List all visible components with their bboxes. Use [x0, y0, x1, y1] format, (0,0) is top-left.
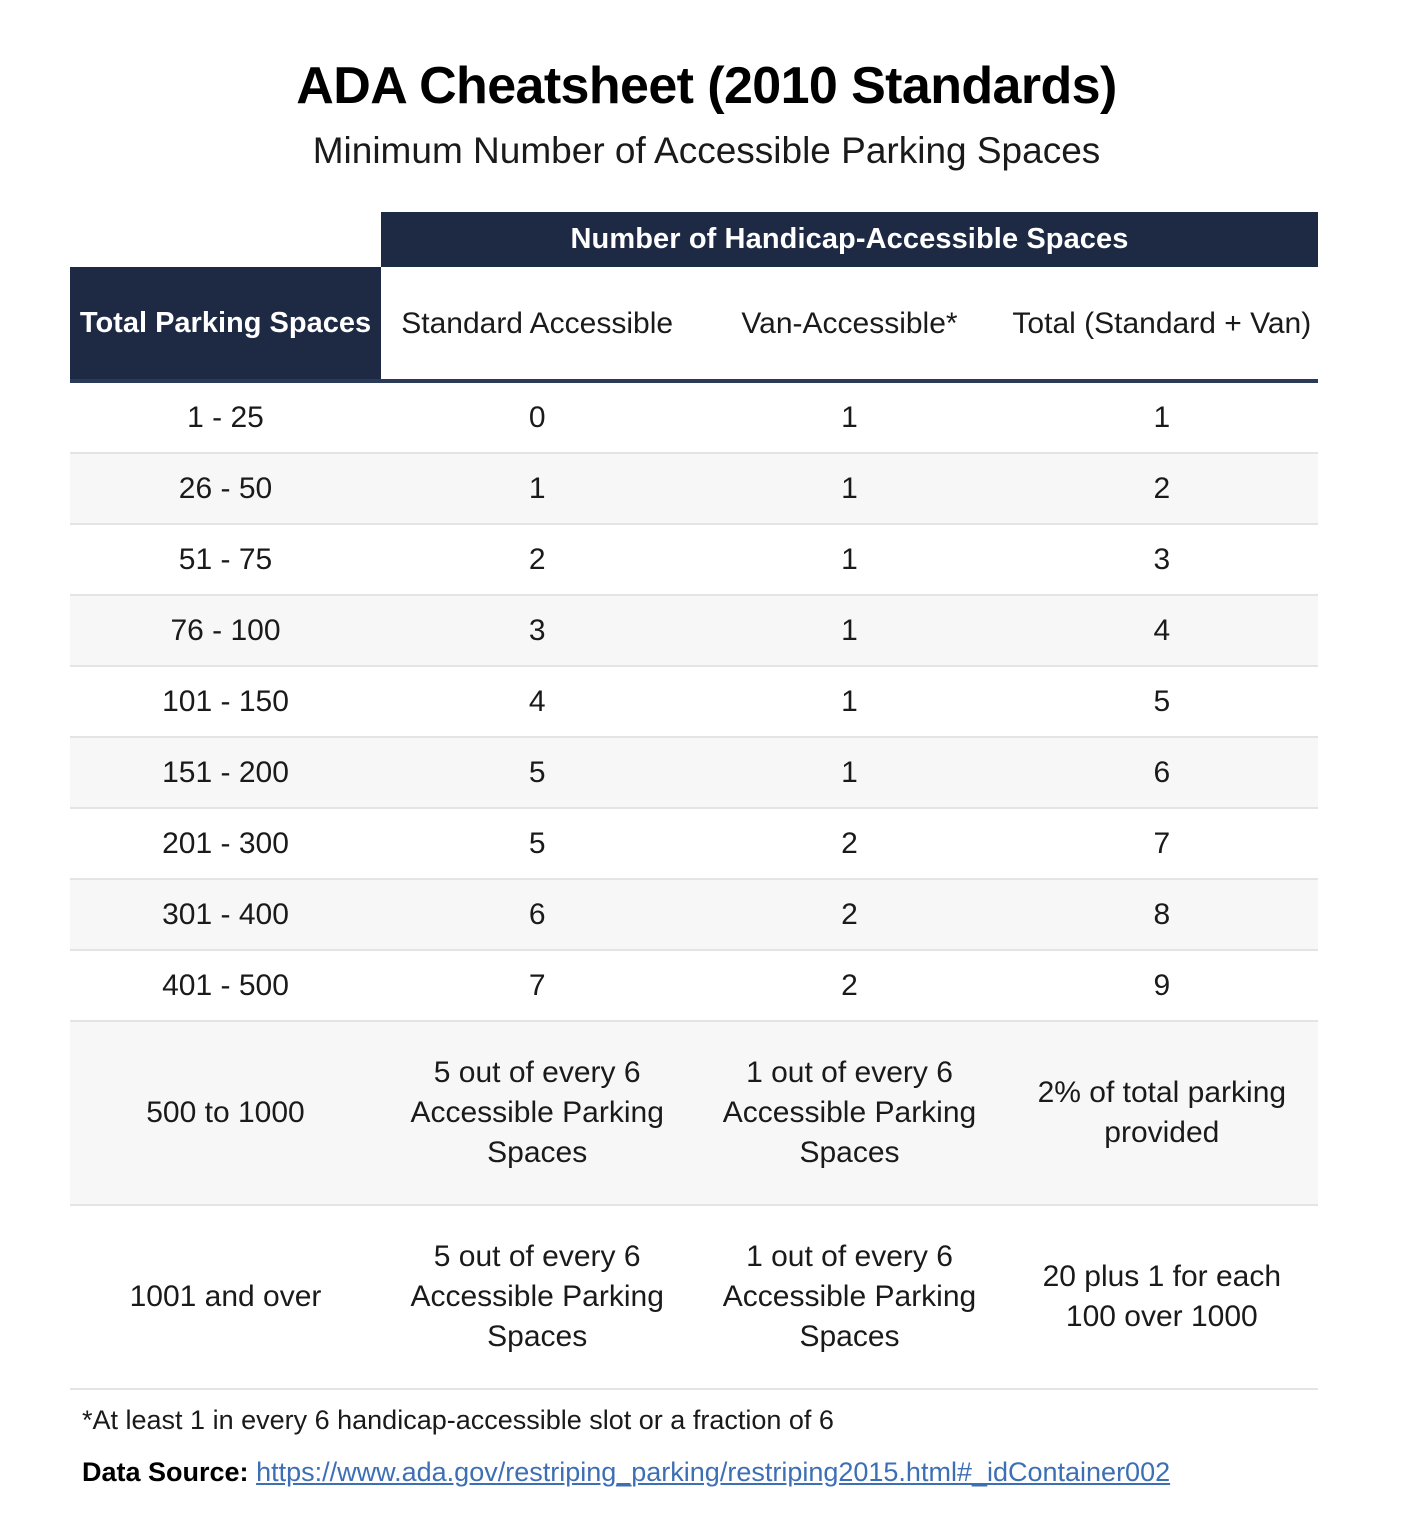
- cell-standard-accessible: 6: [528, 897, 546, 931]
- cell-standard-accessible: 4: [528, 684, 546, 718]
- cell-total-sum: 8: [1153, 897, 1171, 931]
- page-title: ADA Cheatsheet (2010 Standards): [296, 57, 1117, 115]
- cell-van-accessible: 1: [841, 400, 858, 434]
- cell-total-parking: 101 - 150: [162, 684, 289, 718]
- cell-van-accessible: 1: [841, 684, 858, 718]
- cell-total-sum: 7: [1153, 826, 1171, 860]
- cell-total-sum: 4: [1153, 613, 1171, 647]
- table-row: [70, 452, 1318, 525]
- cell-standard-accessible: 5: [528, 826, 546, 860]
- table-row: [70, 667, 1318, 736]
- cell-total-sum: 9: [1153, 968, 1171, 1002]
- cell-total-parking: 1001 and over: [129, 1280, 322, 1314]
- table-row: [70, 736, 1318, 809]
- cell-van-accessible: 1: [841, 613, 858, 647]
- parking-requirements-table: [70, 212, 1318, 1390]
- column-header-van-accessible: Van-Accessible*: [693, 267, 1005, 379]
- cell-van-accessible: 1: [841, 471, 858, 505]
- table-row: [70, 809, 1318, 878]
- cell-total-parking: 51 - 75: [178, 542, 273, 576]
- footnotes: [82, 1400, 1332, 1494]
- group-header-handicap-accessible-spaces: Number of Handicap-Accessible Spaces: [381, 212, 1318, 267]
- cell-total-parking: 301 - 400: [162, 897, 289, 931]
- cell-total-parking: 151 - 200: [162, 755, 289, 789]
- cell-standard-accessible: 5: [528, 755, 546, 789]
- cell-van-accessible: 2: [841, 826, 858, 860]
- cell-total-parking: 201 - 300: [162, 826, 289, 860]
- cell-standard-accessible: 0: [528, 400, 546, 434]
- column-header-total-standard-plus-van: Total (Standard + Van): [1006, 267, 1318, 379]
- cell-total-parking: 401 - 500: [162, 968, 289, 1002]
- table-row: [70, 951, 1318, 1020]
- cell-total-parking: 1 - 25: [187, 400, 264, 434]
- cell-total-parking: 500 to 1000: [146, 1096, 305, 1130]
- cell-standard-accessible: 2: [528, 542, 546, 576]
- cell-van-accessible: 2: [841, 968, 858, 1002]
- cell-van-accessible: 1: [841, 542, 858, 576]
- column-header-standard-accessible: Standard Accessible: [381, 267, 693, 379]
- cell-total-sum: 20 plus 1 for each 100 over 1000: [1042, 1260, 1282, 1333]
- cell-total-sum: 2: [1153, 471, 1171, 505]
- cell-total-sum: 6: [1153, 755, 1171, 789]
- footnote-data-source: [82, 1452, 1332, 1494]
- cell-standard-accessible: 1: [528, 471, 546, 505]
- table-group-header-row: [70, 212, 1318, 267]
- cell-van-accessible: 2: [841, 897, 858, 931]
- table-row: [70, 594, 1318, 667]
- table-row: [70, 878, 1318, 951]
- cell-standard-accessible: 3: [528, 613, 546, 647]
- table-row: [70, 383, 1318, 452]
- cell-standard-accessible: 7: [528, 968, 546, 1002]
- cell-van-accessible: 1: [841, 755, 858, 789]
- cell-total-sum: 1: [1153, 400, 1171, 434]
- table-row: [70, 1206, 1318, 1390]
- data-source-label: Data Source:: [82, 1456, 249, 1487]
- table-row: [70, 525, 1318, 594]
- cell-total-sum: 3: [1153, 542, 1171, 576]
- column-header-total-parking-spaces: Total Parking Spaces: [70, 267, 381, 379]
- cell-van-accessible: 1 out of every 6 Accessible Parking Spaces: [722, 1056, 977, 1169]
- cell-van-accessible: 1 out of every 6 Accessible Parking Spaces: [722, 1240, 977, 1353]
- table-header-row: [70, 267, 1318, 383]
- data-source-link[interactable]: https://www.ada.gov/restriping_parking/restriping2015.html#_idContainer002: [256, 1456, 1171, 1487]
- footnote-asterisk: *At least 1 in every 6 handicap-accessible slot or a fraction of 6: [82, 1405, 834, 1435]
- cell-standard-accessible: 5 out of every 6 Accessible Parking Spaces: [410, 1240, 664, 1353]
- table-row: [70, 1020, 1318, 1206]
- cell-total-sum: 5: [1153, 684, 1171, 718]
- page-subtitle: Minimum Number of Accessible Parking Spaces: [312, 130, 1101, 171]
- cell-total-sum: 2% of total parking provided: [1037, 1076, 1287, 1149]
- cell-total-parking: 26 - 50: [178, 471, 273, 505]
- cell-standard-accessible: 5 out of every 6 Accessible Parking Spaces: [410, 1056, 664, 1169]
- group-header-spacer: [70, 212, 381, 267]
- cell-total-parking: 76 - 100: [170, 613, 281, 647]
